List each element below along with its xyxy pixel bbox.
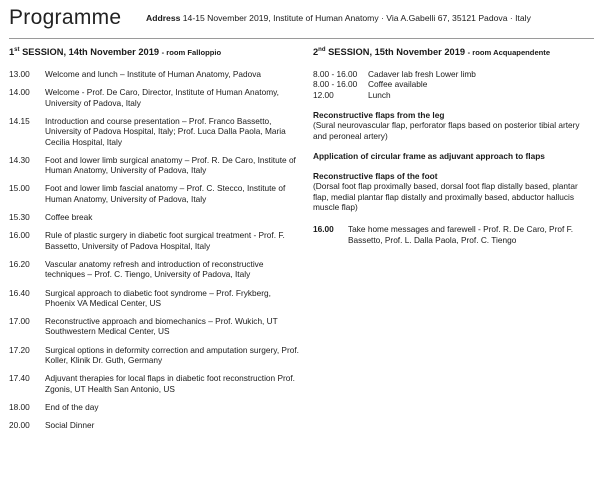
- agenda-time: 8.00 - 16.00: [313, 69, 358, 80]
- agenda-row: [9, 116, 299, 147]
- page-title: Programme: [9, 6, 122, 29]
- session-1-room: - room Falloppio: [161, 48, 222, 58]
- foot-flaps-block: [313, 171, 595, 212]
- agenda-time: 16.00: [9, 230, 30, 241]
- agenda-time: 17.00: [9, 316, 30, 327]
- session-1-agenda: [9, 69, 299, 430]
- session-2-schedule: [313, 69, 595, 100]
- agenda-description: Welcome and lunch – Institute of Human Anatomy, Padova: [45, 69, 261, 80]
- agenda-time: 14.00: [9, 87, 30, 98]
- agenda-time: 15.00: [9, 183, 30, 194]
- agenda-time: 16.40: [9, 287, 30, 298]
- agenda-description: Foot and lower limb surgical anatomy – Prof. R. De Caro, Institute of Human Anatomy, University of Padova, Italy: [45, 154, 296, 176]
- foot-flaps-title: Reconstructive flaps of the foot: [313, 171, 438, 182]
- agenda-row: [9, 87, 299, 108]
- foot-flaps-text: (Dorsal foot flap proximally based, dorsal foot flap distally based, plantar flap, medial plantar flap distally and proximally based, abductor hallucis muscle flap): [313, 181, 578, 213]
- agenda-row: [9, 69, 299, 79]
- agenda-row: [9, 288, 299, 309]
- session-1-title: SESSION, 14th November 2019: [22, 47, 160, 58]
- agenda-description: Coffee break: [45, 212, 93, 223]
- agenda-description: Surgical options in deformity correction and amputation surgery, Prof. Koller, Klinik Dr. Guth, Germany: [45, 344, 299, 366]
- leg-flaps-title: Reconstructive flaps from the leg: [313, 109, 445, 120]
- agenda-row: [9, 183, 299, 204]
- agenda-row: [9, 373, 299, 394]
- schedule-row: [313, 79, 595, 89]
- schedule-row: [313, 69, 595, 79]
- agenda-description: Lunch: [368, 89, 391, 100]
- circular-frame-block: [313, 151, 595, 161]
- agenda-description: Welcome - Prof. De Caro, Director, Institute of Human Anatomy, University of Padova, Italy: [45, 87, 279, 108]
- agenda-time: 14.15: [9, 115, 30, 126]
- address-line: [146, 13, 531, 23]
- agenda-time: 18.00: [9, 401, 30, 412]
- address-label: Address: [146, 13, 181, 23]
- agenda-description: Social Dinner: [45, 420, 95, 431]
- schedule-row: [313, 90, 595, 100]
- agenda-description: Vascular anatomy refresh and introduction of reconstructive techniques – Prof. C. Tiengo, University of Padova, Italy: [45, 258, 264, 280]
- agenda-time: 20.00: [9, 420, 30, 431]
- session-2-heading: [313, 47, 595, 57]
- agenda-description: End of the day: [45, 401, 99, 412]
- agenda-time: 14.30: [9, 154, 30, 165]
- session-2-title: SESSION, 15th November 2019: [328, 47, 466, 58]
- session-1-column: [9, 47, 299, 439]
- page-header: [9, 6, 594, 34]
- agenda-time: 13.00: [9, 69, 30, 80]
- agenda-time: 16.20: [9, 258, 30, 269]
- agenda-description: Coffee available: [368, 79, 428, 90]
- agenda-description: Introduction and course presentation – Prof. Franco Bassetto, University of Padova Hospital, Italy; Prof. Luca Dalla Paola, Maria Cecilia Hospital, Italy: [45, 115, 286, 147]
- session-1-number: 1: [9, 47, 15, 58]
- session-2-room: - room Acquapendente: [467, 48, 551, 58]
- agenda-row: [9, 259, 299, 280]
- agenda-time: 8.00 - 16.00: [313, 79, 358, 90]
- address-text: 14-15 November 2019, Institute of Human Anatomy · Via A.Gabelli 67, 35121 Padova · Italy: [182, 13, 531, 23]
- closing-text: Take home messages and farewell - Prof. R. De Caro, Prof F. Bassetto, Prof. L. Dalla Paola, Prof. C. Tiengo: [348, 224, 574, 245]
- agenda-time: 12.00: [313, 89, 334, 100]
- agenda-row: [9, 230, 299, 251]
- agenda-time: 17.20: [9, 344, 30, 355]
- agenda-description: Reconstructive approach and biomechanics – Prof. Wukich, UT Southwestern Medical Center, US: [45, 316, 278, 337]
- agenda-row: [9, 345, 299, 366]
- agenda-row: [9, 316, 299, 337]
- session-1-heading: [9, 47, 299, 57]
- agenda-description: Adjuvant therapies for local flaps in diabetic foot reconstruction Prof. Zgonis, UT Health San Antonio, US: [45, 373, 295, 394]
- agenda-time: 17.40: [9, 373, 30, 384]
- session-2-column: [313, 47, 595, 245]
- agenda-description: Cadaver lab fresh Lower limb: [368, 69, 476, 80]
- agenda-description: Foot and lower limb fascial anatomy – Prof. C. Stecco, Institute of Human Anatomy, University of Padova, Italy: [45, 183, 286, 204]
- closing-time: 16.00: [313, 224, 334, 235]
- circular-frame-title: Application of circular frame as adjuvant approach to flaps: [313, 150, 545, 161]
- session-2-number: 2: [313, 47, 319, 58]
- agenda-row: [9, 155, 299, 176]
- session-2-ordinal: nd: [318, 47, 326, 53]
- header-divider: [9, 38, 594, 39]
- leg-flaps-block: [313, 110, 595, 141]
- agenda-row: [9, 420, 299, 430]
- agenda-description: Surgical approach to diabetic foot syndrome – Prof. Frykberg, Phoenix VA Medical Center, US: [45, 287, 271, 308]
- agenda-row: [9, 212, 299, 222]
- leg-flaps-text: (Sural neurovascular flap, perforator flaps based on posterior tibial artery and peroneal artery): [313, 120, 580, 141]
- agenda-description: Rule of plastic surgery in diabetic foot surgical treatment - Prof. F. Bassetto, University of Padova Hospital, Italy: [45, 230, 285, 251]
- session-1-ordinal: st: [14, 47, 20, 53]
- agenda-time: 15.30: [9, 212, 30, 223]
- agenda-row: [9, 402, 299, 412]
- closing-row: [313, 224, 595, 245]
